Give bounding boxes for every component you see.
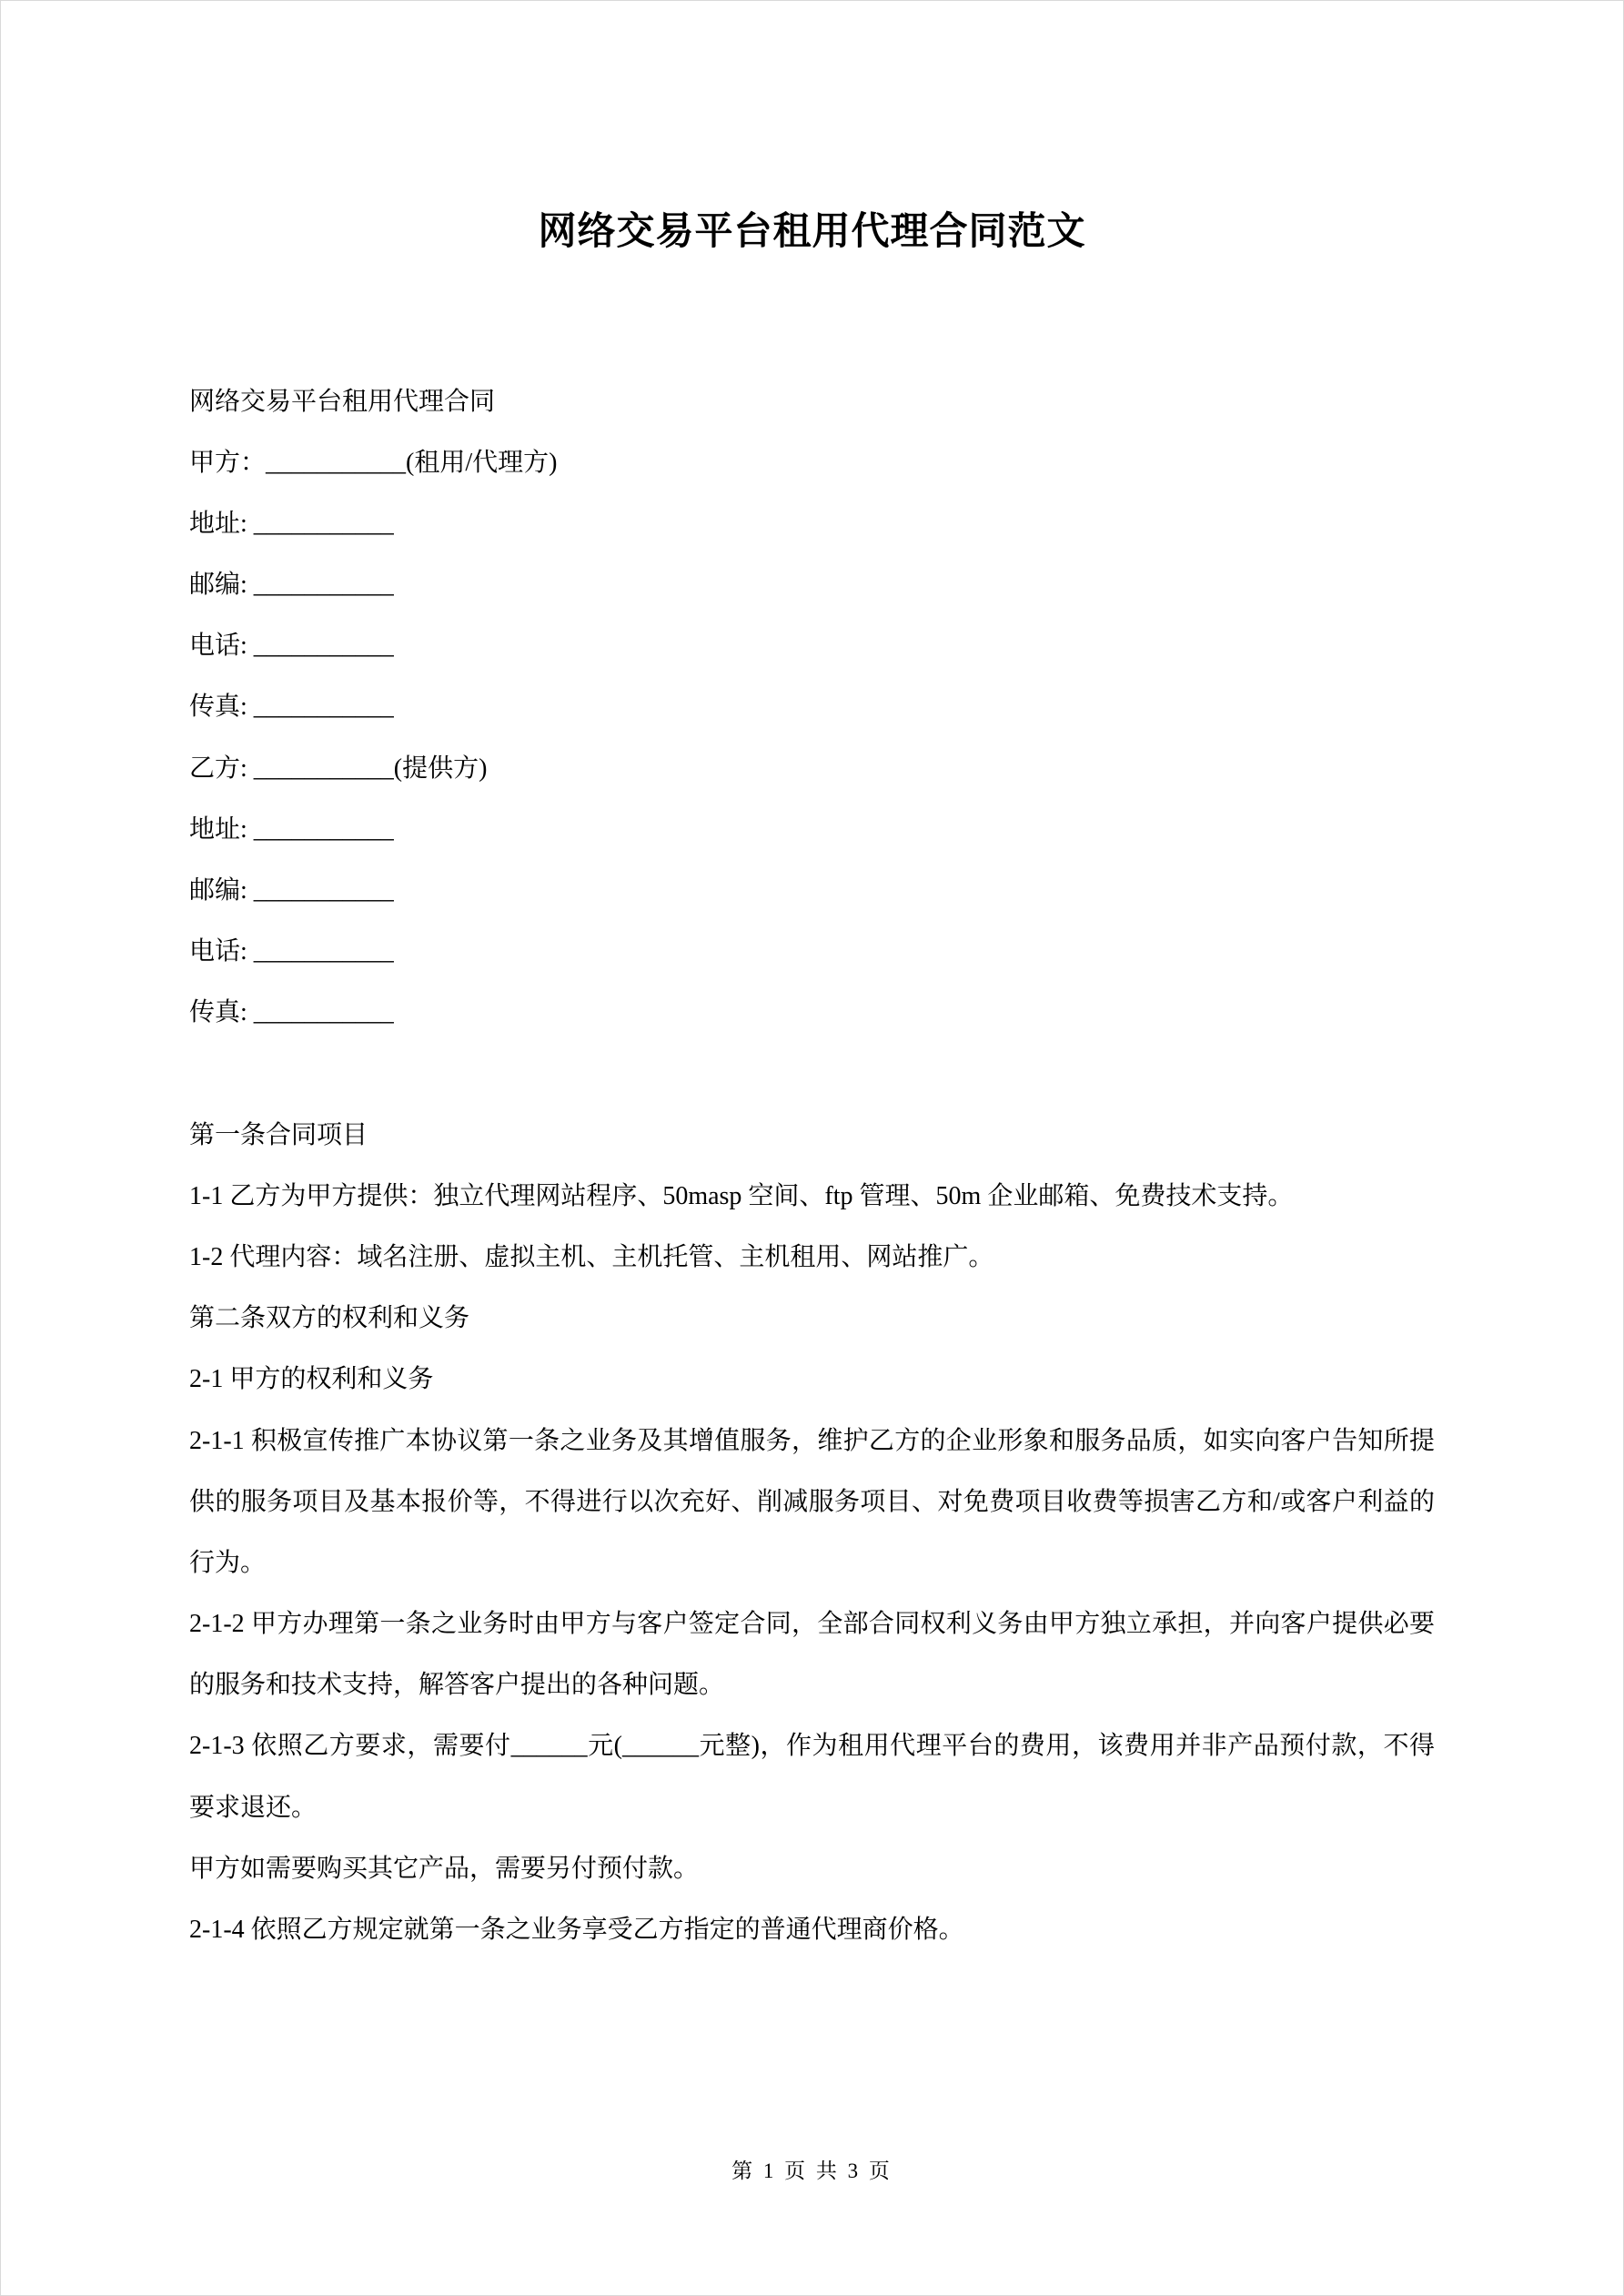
field-line-phone-b: 电话: ___________ (189, 937, 394, 966)
field-line-fax-b: 传真: ___________ (189, 998, 394, 1027)
document-body (189, 371, 1435, 1961)
field-line-zip-a: 邮编: ___________ (189, 571, 394, 600)
paragraph-1-1: 1-1 乙方为甲方提供：独立代理网站程序、50masp 空间、ftp 管理、50m 企业邮箱、免费技术支持。 (189, 1181, 1294, 1210)
field-line-fax-a: 传真: ___________ (189, 693, 394, 722)
field-line-zip-b: 邮编: ___________ (189, 876, 394, 905)
paragraph-2-1: 2-1 甲方的权利和义务 (189, 1365, 434, 1394)
field-line-phone-a: 电话: ___________ (189, 632, 394, 661)
paragraph-1-2: 1-2 代理内容：域名注册、虚拟主机、主机托管、主机租用、网站推广。 (189, 1242, 994, 1271)
paragraph-2-1-4: 2-1-4 依照乙方规定就第一条之业务享受乙方指定的普通代理商价格。 (189, 1916, 964, 1944)
field-line-party-b: 乙方: ___________(提供方) (189, 754, 488, 783)
page-footer: 第 1 页 共 3 页 (731, 2159, 893, 2182)
paragraph-2-1-3-note: 甲方如需要购买其它产品，需要另付预付款。 (189, 1854, 700, 1883)
paragraph-2-1-3: 2-1-3 依照乙方要求，需要付______元(______元整)，作为租用代理平台的费用，该费用并非产品预付款，不得要求退还。 (189, 1732, 1435, 1822)
field-line-address-a: 地址: ___________ (189, 509, 394, 538)
document-title: 网络交易平台租用代理合同范文 (538, 211, 1086, 253)
paragraph-article2-heading: 第二条双方的权利和义务 (189, 1304, 470, 1333)
paragraph-article1-heading: 第一条合同项目 (189, 1120, 368, 1149)
paragraph-2-1-2: 2-1-2 甲方办理第一条之业务时由甲方与客户签定合同，全部合同权利义务由甲方独立承担，并向客户提供必要的服务和技术支持，解答客户提出的各种问题。 (189, 1610, 1435, 1700)
field-line-address-b: 地址: ___________ (189, 814, 394, 844)
field-line-party-a: 甲方：___________(租用/代理方) (189, 448, 558, 477)
contract-subtitle: 网络交易平台租用代理合同 (189, 387, 496, 416)
paragraph-2-1-1: 2-1-1 积极宣传推广本协议第一条之业务及其增值服务，维护乙方的企业形象和服务品质，如实向客户告知所提供的服务项目及基本报价等，不得进行以次充好、削减服务项目、对免费项目收费等损害乙方和/或客户利益的行为。 (189, 1426, 1435, 1577)
